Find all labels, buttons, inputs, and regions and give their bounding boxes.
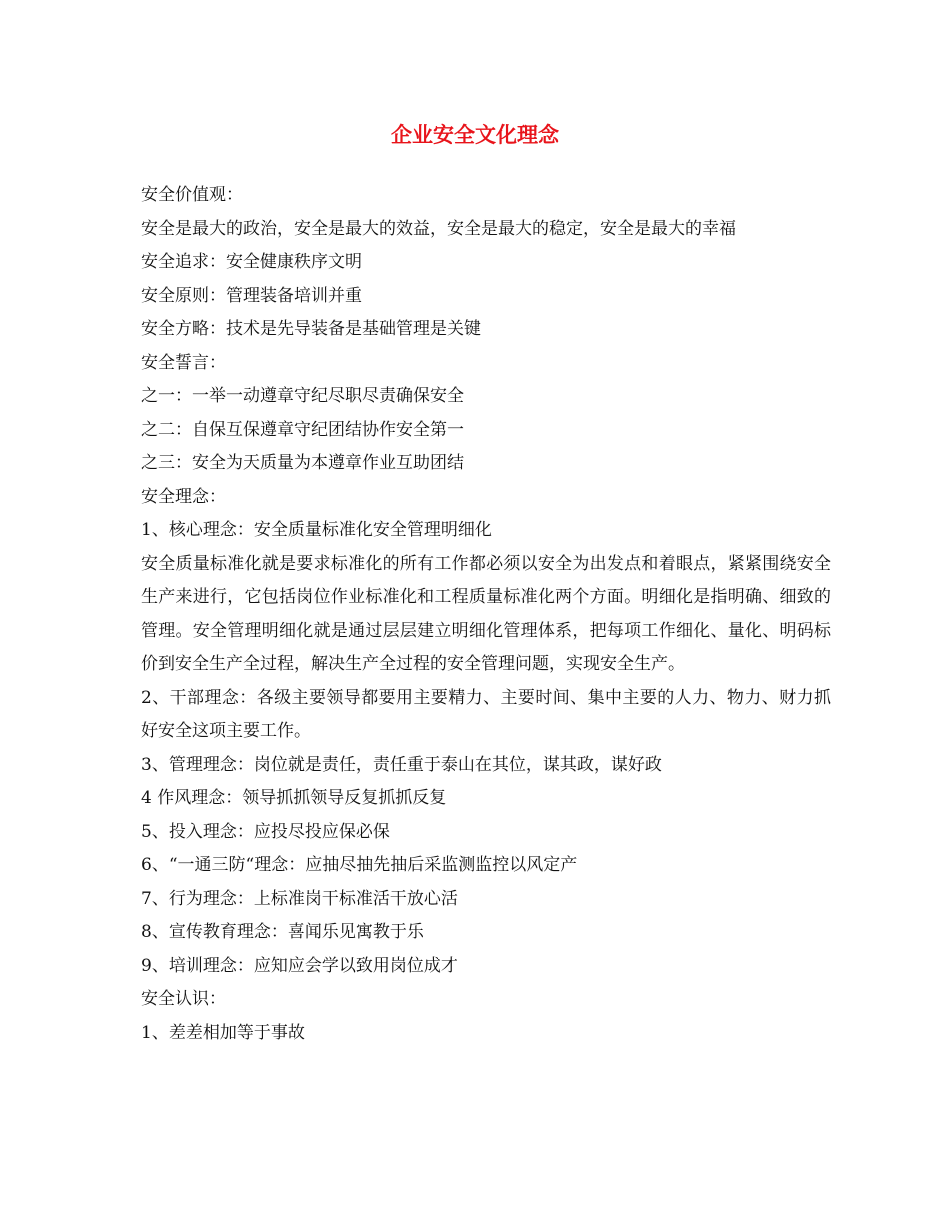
text-line-oath-1: 之一：一举一动遵章守纪尽职尽责确保安全 [141,386,464,406]
paragraph-cadre-concept: 2、干部理念：各级主要领导都要用主要精力、主要时间、集中主要的人力、物力、财力抓好安全这项主要工作。 [141,687,831,741]
text-line-oath-heading: 安全誓言： [141,352,226,373]
text-line-values: 安全是最大的政治，安全是最大的效益，安全是最大的稳定，安全是最大的幸福 [141,218,736,239]
text-line-oath-2: 之二：自保互保遵章守纪团结协作安全第一 [141,419,464,440]
text-line-investment-concept: 5、投入理念：应投尽投应保必保 [141,821,390,842]
text-line-publicity-concept: 8、宣传教育理念：喜闻乐见寓教于乐 [141,922,424,942]
paragraph-standardization: 安全质量标准化就是要求标准化的所有工作都必须以安全为出发点和着眼点，紧紧围绕安全生产来进行，它包括岗位作业标准化和工程质量标准化两个方面。明细化是指明确、细致的管理。安全管理明细化就是通过层层建立明细化管理体系，把每项工作细化、量化、明码标价到安全生产全过程，解决生产全过程的安全管理问题，实现安全生产。 [141,553,831,674]
text-line-values-heading: 安全价值观： [141,185,243,205]
document-body [141,179,831,1050]
text-line-ventilation-concept: 6、“一通三防“理念：应抽尽抽先抽后采监测监控以风定产 [141,855,578,875]
text-line-principle: 安全原则：管理装备培训并重 [141,285,362,306]
document-title: 企业安全文化理念 [391,122,559,147]
text-line-strategy: 安全方略：技术是先导装备是基础管理是关键 [141,319,481,339]
text-line-pursuit: 安全追求：安全健康秩序文明 [141,252,362,272]
text-line-training-concept: 9、培训理念：应知应会学以致用岗位成才 [141,955,458,976]
text-line-oath-3: 之三：安全为天质量为本遵章作业互助团结 [141,453,464,473]
text-line-management-concept: 3、管理理念：岗位就是责任，责任重于泰山在其位，谋其政，谋好政 [141,754,662,775]
text-line-style-concept: 4 作风理念：领导抓抓领导反复抓抓反复 [141,788,447,808]
text-line-core-concept: 1、核心理念：安全质量标准化安全管理明细化 [141,520,492,540]
text-line-awareness-heading: 安全认识： [141,989,226,1009]
text-line-concept-heading: 安全理念： [141,486,226,507]
text-line-behavior-concept: 7、行为理念：上标准岗干标准活干放心活 [141,888,458,909]
text-line-awareness-1: 1、差差相加等于事故 [141,1022,305,1043]
